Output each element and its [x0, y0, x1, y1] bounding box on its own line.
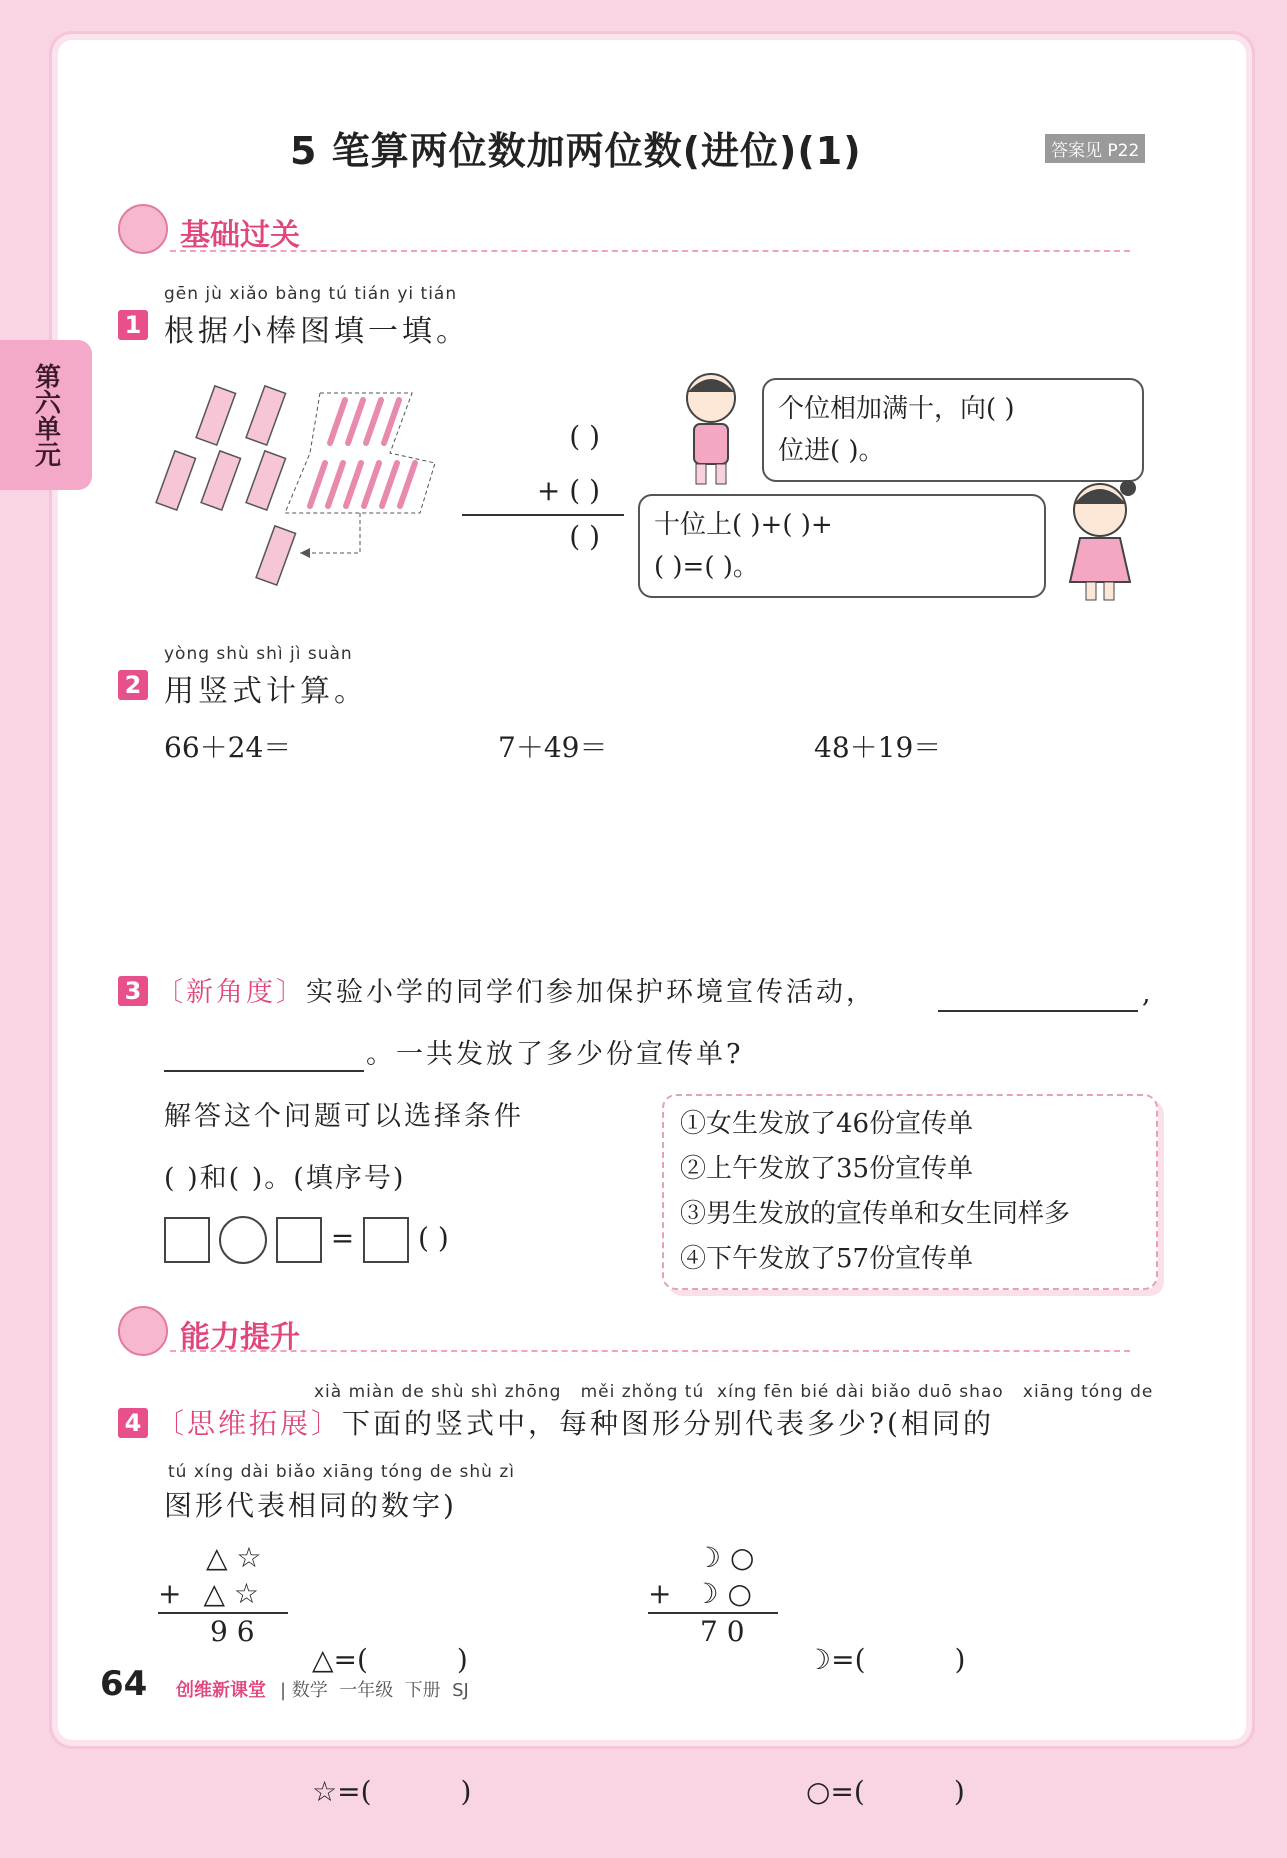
q4-number: 4	[118, 1408, 148, 1438]
boy-bubble-line2: 位进( )。	[778, 436, 885, 466]
q1-calc-row3: ( )	[569, 520, 600, 553]
q1-pinyin: gēn jù xiǎo bàng tú tián yi tián	[164, 284, 458, 304]
q2-item-3: 48＋19＝	[814, 731, 942, 764]
q2-item-1: 66＋24＝	[164, 731, 292, 764]
section-basic-heading: 基础过关	[180, 218, 300, 253]
star-answer[interactable]: ☆=( )	[312, 1775, 472, 1808]
condition-item: ②上午发放了35份宣传单	[680, 1154, 974, 1184]
q3-number: 3	[118, 976, 148, 1006]
section-divider	[170, 1350, 1130, 1352]
unit-side-tab: 第六单元	[0, 340, 92, 490]
girl-bubble-line2: ( )=( )。	[654, 552, 759, 582]
girl-bubble-line1: 十位上( )+( )+	[654, 510, 833, 540]
q1-text: 根据小棒图填一填。	[164, 314, 470, 349]
q3-blank-1[interactable]	[938, 1010, 1138, 1012]
q4-right-top: ☽ ○	[696, 1541, 755, 1574]
girl-speech-bubble	[638, 494, 1046, 598]
q3-text1: 实验小学的同学们参加保护环境宣传活动，	[306, 977, 876, 1008]
girl-character-icon	[1060, 474, 1140, 604]
q4-left-answers	[312, 1550, 471, 1858]
boy-speech-bubble	[762, 378, 1144, 482]
q3-equation	[164, 1216, 449, 1264]
q4-pinyin2: tú xíng dài biǎo xiāng tóng de shù zì	[168, 1462, 515, 1482]
circle-answer[interactable]: ○=( )	[806, 1775, 965, 1808]
stick-bundles-diagram	[150, 378, 450, 588]
bundle-icon	[246, 451, 285, 510]
equals-sign: =	[330, 1221, 355, 1255]
q2-pinyin: yòng shù shì jì suàn	[164, 644, 353, 664]
q3-prompt2: ( )和( )。(填序号)	[164, 1163, 406, 1194]
bundle-icon	[246, 386, 285, 445]
section-divider	[170, 250, 1130, 252]
q3-comma: ,	[1142, 978, 1151, 1009]
condition-item: ①女生发放了46份宣传单	[680, 1109, 974, 1139]
q4-left-top: △ ☆	[206, 1541, 262, 1574]
boy-bubble-line1: 个位相加满十，向( )	[778, 394, 1015, 424]
q1-vertical-calc	[470, 410, 600, 518]
condition-item: ④下午发放了57份宣传单	[680, 1244, 974, 1274]
q3-line1	[156, 970, 876, 1009]
q3-text2: 。一共发放了多少份宣传单?	[366, 1039, 744, 1070]
q4-tag: 〔思维拓展〕	[156, 1407, 343, 1440]
bundle-icon	[196, 386, 235, 445]
mascot-icon	[118, 1306, 168, 1356]
bundle-icon	[201, 451, 240, 510]
q2-number: 2	[118, 670, 148, 700]
q3-conditions-box	[662, 1094, 1158, 1290]
q4-right-mid: ☽ ○	[693, 1577, 752, 1610]
page-title: 5 笔算两位数加两位数(进位)(1)	[290, 129, 862, 173]
q4-right-vertical	[648, 1540, 778, 1650]
footer-brand: 创维新课堂	[176, 1680, 266, 1701]
bundle-icon	[256, 526, 295, 585]
q3-prompt1: 解答这个问题可以选择条件	[164, 1101, 524, 1132]
footer-info: | 数学 一年级 下册 SJ	[280, 1680, 469, 1701]
q4-line1	[156, 1402, 994, 1442]
q1-number: 1	[118, 310, 148, 340]
calc-line	[462, 514, 624, 516]
answer-box[interactable]	[164, 1217, 210, 1263]
q1-calc-row1: ( )	[569, 420, 600, 453]
q4-left-mid: △ ☆	[203, 1577, 260, 1610]
q4-right-sum: 7 0	[648, 1612, 778, 1650]
operator-circle[interactable]	[219, 1216, 267, 1264]
answer-box[interactable]	[363, 1217, 409, 1263]
mascot-icon	[118, 204, 168, 254]
q1-calc-row2: + ( )	[536, 474, 600, 507]
q4-text1: 下面的竖式中，每种图形分别代表多少?(相同的	[342, 1407, 994, 1440]
q3-tag: 〔新角度〕	[156, 977, 306, 1008]
plus-sign: +	[648, 1577, 672, 1610]
q4-right-answers	[806, 1550, 965, 1858]
q4-left-vertical	[158, 1540, 288, 1650]
unit-paren: ( )	[418, 1221, 449, 1255]
q4-left-sum: 9 6	[158, 1612, 288, 1650]
triangle-answer[interactable]: △=( )	[312, 1643, 468, 1676]
q3-blank-2[interactable]	[164, 1070, 364, 1072]
condition-item: ③男生发放的宣传单和女生同样多	[680, 1199, 1071, 1229]
answer-reference-badge: 答案见 P22	[1045, 134, 1145, 163]
section-advanced-heading: 能力提升	[180, 1320, 300, 1355]
moon-answer[interactable]: ☽=( )	[806, 1643, 966, 1676]
q4-pinyin1: xià miàn de shù shì zhōng měi zhǒng tú xíng fēn bié dài biǎo duō shao xiāng tóng de	[314, 1382, 1154, 1402]
bundle-icon	[156, 451, 195, 510]
q4-text2: 图形代表相同的数字)	[164, 1489, 457, 1522]
page-number: 64	[100, 1664, 148, 1704]
boy-character-icon	[676, 368, 746, 488]
answer-box[interactable]	[276, 1217, 322, 1263]
q2-text: 用竖式计算。	[164, 674, 368, 709]
plus-sign: +	[158, 1577, 182, 1610]
q2-item-2: 7＋49＝	[498, 731, 608, 764]
